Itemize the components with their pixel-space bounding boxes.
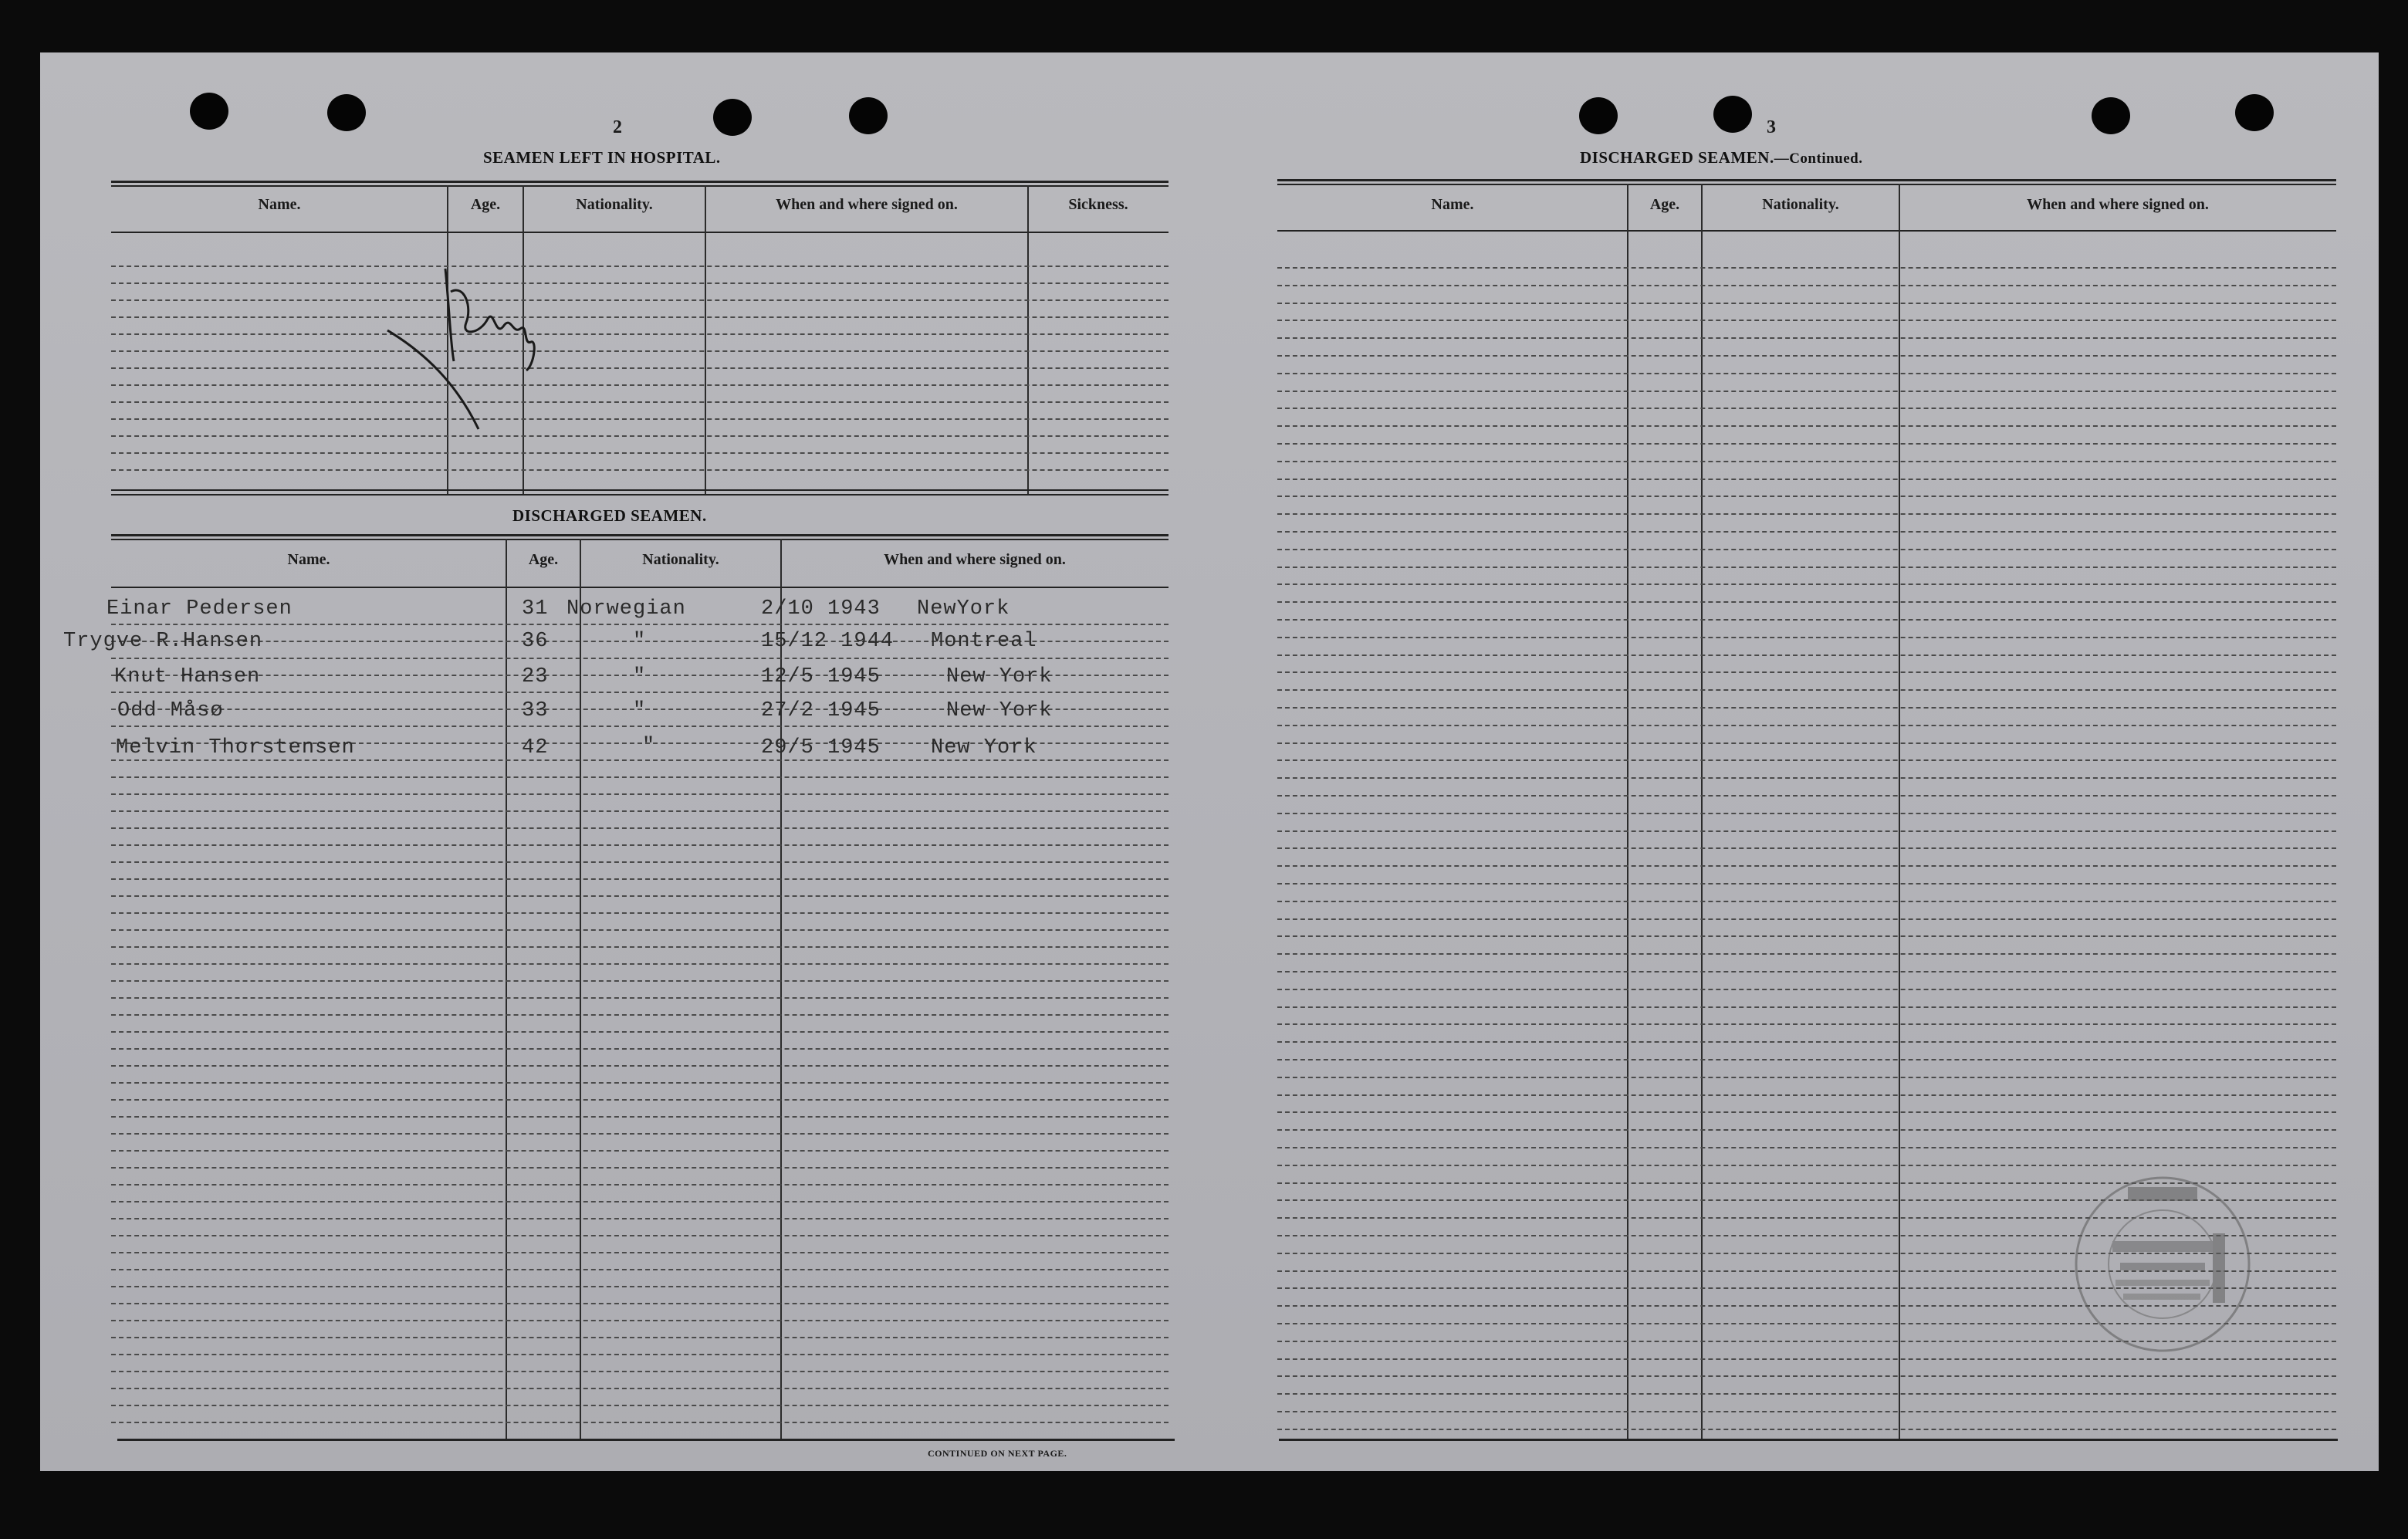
ruled-line xyxy=(1277,1358,2336,1360)
ruled-line xyxy=(111,401,1168,403)
continued-section-title xyxy=(1580,148,1862,167)
ruled-line xyxy=(111,299,1168,301)
table-top-rule xyxy=(111,185,1168,187)
ruled-line xyxy=(1277,583,2336,585)
ruled-line xyxy=(1277,443,2336,445)
right-page xyxy=(1209,52,2379,1471)
table-top-rule xyxy=(1277,184,2336,185)
seaman-signed-place: Montreal xyxy=(931,630,1037,653)
ruled-line xyxy=(111,1269,1168,1270)
ruled-line xyxy=(111,266,1168,267)
ruled-line xyxy=(111,1303,1168,1304)
page-number: 3 xyxy=(1767,117,1776,137)
receipt-stamp xyxy=(2066,1164,2259,1357)
table-bottom-rule xyxy=(111,489,1168,491)
ruled-line xyxy=(111,1116,1168,1118)
ruled-line xyxy=(111,844,1168,846)
ruled-line xyxy=(111,912,1168,914)
ruled-line xyxy=(111,1150,1168,1152)
table-bottom-rule xyxy=(1279,1439,2338,1441)
ruled-line xyxy=(1277,689,2336,691)
ruled-line xyxy=(1277,1393,2336,1395)
ruled-line xyxy=(111,776,1168,778)
ruled-line xyxy=(111,367,1168,369)
seaman-signed-date: 15/12 1944 xyxy=(761,630,895,653)
ruled-line xyxy=(1277,373,2336,374)
ruled-line xyxy=(1277,883,2336,885)
ruled-line xyxy=(1277,1429,2336,1430)
table-top-rule xyxy=(111,181,1168,183)
ruled-line xyxy=(111,878,1168,880)
ruled-line xyxy=(1277,1411,2336,1412)
ruled-line xyxy=(111,1031,1168,1033)
section-title-suffix: —Continued. xyxy=(1774,151,1863,167)
ruled-line xyxy=(1277,1041,2336,1043)
ruled-line xyxy=(1277,742,2336,744)
ruled-line xyxy=(1277,918,2336,920)
seaman-signed-place: New York xyxy=(946,665,1053,688)
seaman-age: 31 xyxy=(522,597,549,621)
ruled-line xyxy=(1277,601,2336,603)
ruled-line xyxy=(1277,637,2336,638)
seaman-signed-date: 12/5 1945 xyxy=(761,665,881,688)
header-rule xyxy=(111,587,1168,588)
ruled-line xyxy=(111,1252,1168,1253)
ruled-line xyxy=(1277,461,2336,462)
ruled-line xyxy=(1277,337,2336,339)
ruled-line xyxy=(111,658,1168,659)
discharged-section-title: DISCHARGED SEAMEN. xyxy=(512,506,707,525)
ruled-line xyxy=(1277,1147,2336,1148)
ruled-line xyxy=(111,1065,1168,1067)
seaman-nationality: Norwegian xyxy=(566,597,686,621)
ruled-line xyxy=(1277,425,2336,427)
column-divider xyxy=(705,185,706,494)
ruled-line xyxy=(111,282,1168,284)
continued-note: CONTINUED ON NEXT PAGE. xyxy=(928,1448,1067,1459)
ruled-line xyxy=(1277,971,2336,972)
ruled-line xyxy=(111,1371,1168,1372)
ruled-line xyxy=(1277,1059,2336,1060)
ruled-line xyxy=(111,1099,1168,1101)
hospital-col-sickness: Sickness. xyxy=(1068,196,1128,213)
seaman-name: Knut Hansen xyxy=(114,665,261,688)
ruled-line xyxy=(111,1405,1168,1406)
ruled-line xyxy=(1277,847,2336,849)
ruled-line xyxy=(1277,267,2336,269)
ruled-line xyxy=(111,1184,1168,1186)
ruled-line xyxy=(111,350,1168,352)
ruled-line xyxy=(1277,1111,2336,1113)
ruled-line xyxy=(111,418,1168,420)
ruled-line xyxy=(1277,531,2336,533)
ruled-line xyxy=(1277,1006,2336,1008)
seaman-signed-place: NewYork xyxy=(917,597,1010,621)
ruled-line xyxy=(111,793,1168,795)
seaman-signed-place: New York xyxy=(946,699,1053,722)
seaman-name: Odd Måsø xyxy=(117,699,224,722)
ruled-line xyxy=(111,1201,1168,1202)
discharged-col-signed-on: When and where signed on. xyxy=(884,551,1066,568)
ruled-line xyxy=(111,469,1168,471)
ruled-line xyxy=(111,1167,1168,1169)
ruled-line xyxy=(1277,865,2336,867)
ruled-line xyxy=(1277,830,2336,832)
header-rule xyxy=(111,232,1168,233)
continued-col-age: Age. xyxy=(1649,196,1680,213)
ruled-line xyxy=(1277,725,2336,726)
hospital-col-name: Name. xyxy=(258,196,301,213)
hospital-col-nationality: Nationality. xyxy=(576,196,653,213)
ruled-line xyxy=(1277,391,2336,392)
seaman-nationality: " xyxy=(633,630,647,653)
ruled-line xyxy=(111,810,1168,812)
continued-col-nationality: Nationality. xyxy=(1762,196,1839,213)
ruled-line xyxy=(111,1133,1168,1135)
ruled-line xyxy=(1277,759,2336,761)
ruled-line xyxy=(1277,496,2336,497)
seaman-age: 33 xyxy=(522,699,549,722)
hospital-section-title: SEAMEN LEFT IN HOSPITAL. xyxy=(483,148,721,167)
ruled-line xyxy=(1277,355,2336,357)
ruled-line xyxy=(111,1235,1168,1236)
page-number: 2 xyxy=(613,117,622,137)
ruled-line xyxy=(111,316,1168,318)
ruled-line xyxy=(111,726,1168,727)
ruled-line xyxy=(1277,707,2336,709)
discharged-col-nationality: Nationality. xyxy=(642,551,719,568)
ruled-line xyxy=(1277,795,2336,797)
ruled-line xyxy=(1277,989,2336,990)
table-top-rule xyxy=(1277,179,2336,181)
ruled-line xyxy=(111,1388,1168,1389)
continued-col-signed-on: When and where signed on. xyxy=(2027,196,2209,213)
seaman-name: Melvin Thorstensen xyxy=(116,736,355,759)
ruled-line xyxy=(111,997,1168,999)
header-rule xyxy=(1277,230,2336,232)
void-scribble xyxy=(380,238,565,438)
seaman-nationality: " xyxy=(633,665,647,688)
ruled-line xyxy=(111,861,1168,863)
ruled-line xyxy=(111,946,1168,948)
ruled-line xyxy=(1277,935,2336,937)
ruled-line xyxy=(111,980,1168,982)
seaman-age: 42 xyxy=(522,736,549,759)
ruled-line xyxy=(111,435,1168,437)
hospital-col-age: Age. xyxy=(470,196,501,213)
ruled-line xyxy=(1277,303,2336,304)
ruled-line xyxy=(1277,813,2336,814)
seaman-nationality: " xyxy=(633,699,647,722)
ruled-line xyxy=(1277,513,2336,515)
table-top-rule xyxy=(111,534,1168,536)
ruled-line xyxy=(1277,901,2336,902)
ruled-line xyxy=(111,1014,1168,1016)
ruled-line xyxy=(1277,567,2336,568)
seaman-age: 23 xyxy=(522,665,549,688)
ruled-line xyxy=(1277,1023,2336,1025)
ruled-line xyxy=(1277,777,2336,779)
ruled-line xyxy=(111,929,1168,931)
seaman-name: Trygve R.Hansen xyxy=(63,630,263,653)
ruled-line xyxy=(111,452,1168,454)
ruled-line xyxy=(111,333,1168,335)
hospital-col-signed-on: When and where signed on. xyxy=(776,196,958,213)
ruled-line xyxy=(111,1337,1168,1338)
ruled-line xyxy=(111,827,1168,829)
ruled-line xyxy=(111,963,1168,965)
table-bottom-rule xyxy=(111,494,1168,496)
ruled-line xyxy=(111,384,1168,386)
document-sheet xyxy=(40,52,2379,1471)
ruled-line xyxy=(1277,1375,2336,1377)
ruled-line xyxy=(111,759,1168,761)
table-top-rule xyxy=(111,539,1168,540)
continued-col-name: Name. xyxy=(1431,196,1474,213)
ruled-line xyxy=(1277,549,2336,550)
ruled-line xyxy=(1277,671,2336,673)
ruled-line xyxy=(111,1422,1168,1423)
ruled-line xyxy=(1277,1129,2336,1131)
seaman-signed-date: 2/10 1943 xyxy=(761,597,881,621)
seaman-signed-date: 29/5 1945 xyxy=(761,736,881,759)
ruled-line xyxy=(111,624,1168,625)
ruled-line xyxy=(1277,654,2336,656)
discharged-col-name: Name. xyxy=(287,551,330,568)
seaman-nationality: " xyxy=(642,735,656,758)
ruled-line xyxy=(111,1048,1168,1050)
discharged-col-age: Age. xyxy=(528,551,559,568)
ruled-line xyxy=(111,1354,1168,1355)
column-divider xyxy=(1027,185,1029,494)
seaman-signed-place: New York xyxy=(931,736,1037,759)
ruled-line xyxy=(111,1286,1168,1287)
ruled-line xyxy=(1277,320,2336,321)
seaman-name: Einar Pedersen xyxy=(107,597,293,621)
ruled-line xyxy=(111,1218,1168,1219)
ruled-line xyxy=(1277,479,2336,480)
ruled-line xyxy=(1277,285,2336,286)
ruled-line xyxy=(111,1320,1168,1321)
seaman-age: 36 xyxy=(522,630,549,653)
ruled-line xyxy=(1277,1077,2336,1078)
ruled-line xyxy=(1277,408,2336,409)
ruled-line xyxy=(1277,619,2336,621)
section-title-main: DISCHARGED SEAMEN. xyxy=(1580,148,1774,167)
ruled-line xyxy=(111,895,1168,897)
table-bottom-rule xyxy=(117,1439,1175,1441)
seaman-signed-date: 27/2 1945 xyxy=(761,699,881,722)
ruled-line xyxy=(111,692,1168,693)
ruled-line xyxy=(111,1082,1168,1084)
ruled-line xyxy=(1277,953,2336,955)
ruled-line xyxy=(1277,1094,2336,1096)
left-page xyxy=(40,52,1209,1471)
